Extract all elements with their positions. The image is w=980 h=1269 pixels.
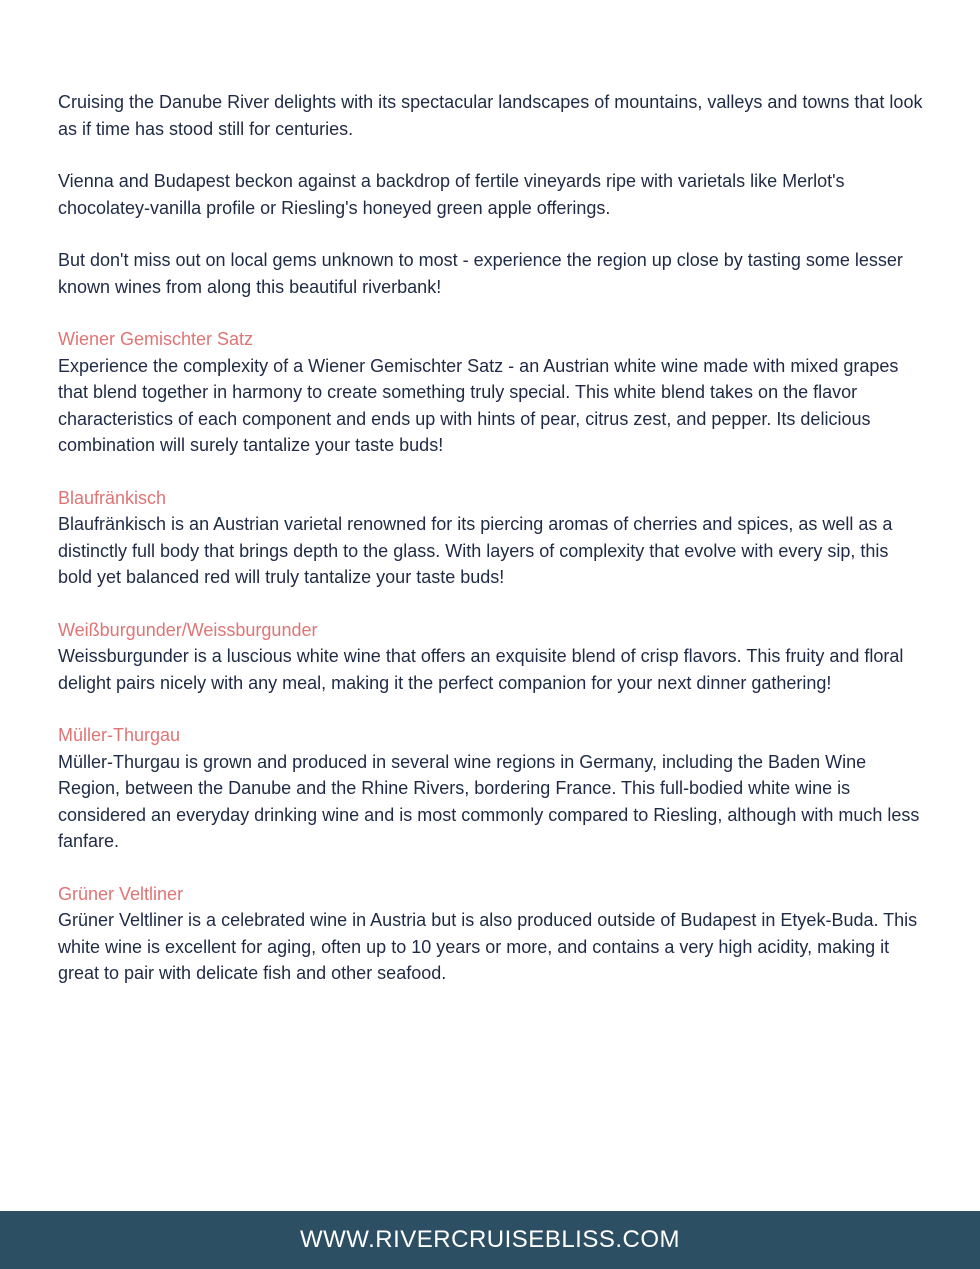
footer-bar: [0, 1211, 980, 1269]
wine-description: Müller-Thurgau is grown and produced in several wine regions in Germany, including the Baden Wine Region, between the Danube and the Rhine Rivers, bordering France. This full-bodied white wine is considered an everyday drinking wine and is most commonly compared to Riesling, although with much less fanfare.: [58, 751, 920, 851]
wine-description: Blaufränkisch is an Austrian varietal renowned for its piercing aromas of cherries and spices, as well as a distinctly full body that brings depth to the glass. With layers of complexity that evolve with every sip, this bold yet balanced red will truly tantalize your taste buds!: [58, 514, 893, 587]
wine-heading: Wiener Gemischter Satz: [58, 329, 254, 349]
wine-section-gruner-veltliner: [58, 881, 924, 987]
wine-heading: Weißburgunder/Weissburgunder: [58, 619, 318, 640]
intro-paragraph: Vienna and Budapest beckon against a backdrop of fertile vineyards ripe with varietals like Merlot's chocolatey-vanilla profile or Riesling's honeyed green apple offerings.: [58, 171, 845, 218]
intro-paragraph: But don't miss out on local gems unknown to most - experience the region up close by tasting some lesser known wines from along this beautiful riverbank!: [58, 250, 903, 297]
intro-section: [58, 89, 924, 300]
wine-description: Experience the complexity of a Wiener Gemischter Satz - an Austrian white wine made with mixed grapes that blend together in harmony to create something truly special. This white blend takes on the flavor characteristics of each component and ends up with hints of pear, citrus zest, and pepper. Its delicious combination will surely tantalize your taste buds!: [58, 355, 899, 455]
intro-paragraph: Cruising the Danube River delights with its spectacular landscapes of mountains, valleys and towns that look as if time has stood still for centuries.: [58, 92, 923, 139]
wine-heading: Blaufränkisch: [58, 487, 167, 508]
wine-section-wiener-gemischter-satz: [58, 326, 924, 459]
wine-section-weissburgunder: [58, 617, 924, 697]
wine-heading: Müller-Thurgau: [58, 725, 181, 745]
document-body: [58, 89, 924, 1013]
website-link[interactable]: WWW.RIVERCRUISEBLISS.COM: [299, 1226, 681, 1253]
wine-section-blaufrankisch: [58, 485, 924, 591]
wine-heading: Grüner Veltliner: [58, 883, 184, 904]
wine-description: Grüner Veltliner is a celebrated wine in Austria but is also produced outside of Budapest in Etyek-Buda. This white wine is excellent for aging, often up to 10 years or more, and contains a very high acidity, making it great to pair with delicate fish and other seafood.: [58, 910, 918, 983]
wine-description: Weissburgunder is a luscious white wine that offers an exquisite blend of crisp flavors. This fruity and floral delight pairs nicely with any meal, making it the perfect companion for your next dinner gathering!: [58, 646, 904, 693]
wine-section-muller-thurgau: [58, 722, 924, 855]
